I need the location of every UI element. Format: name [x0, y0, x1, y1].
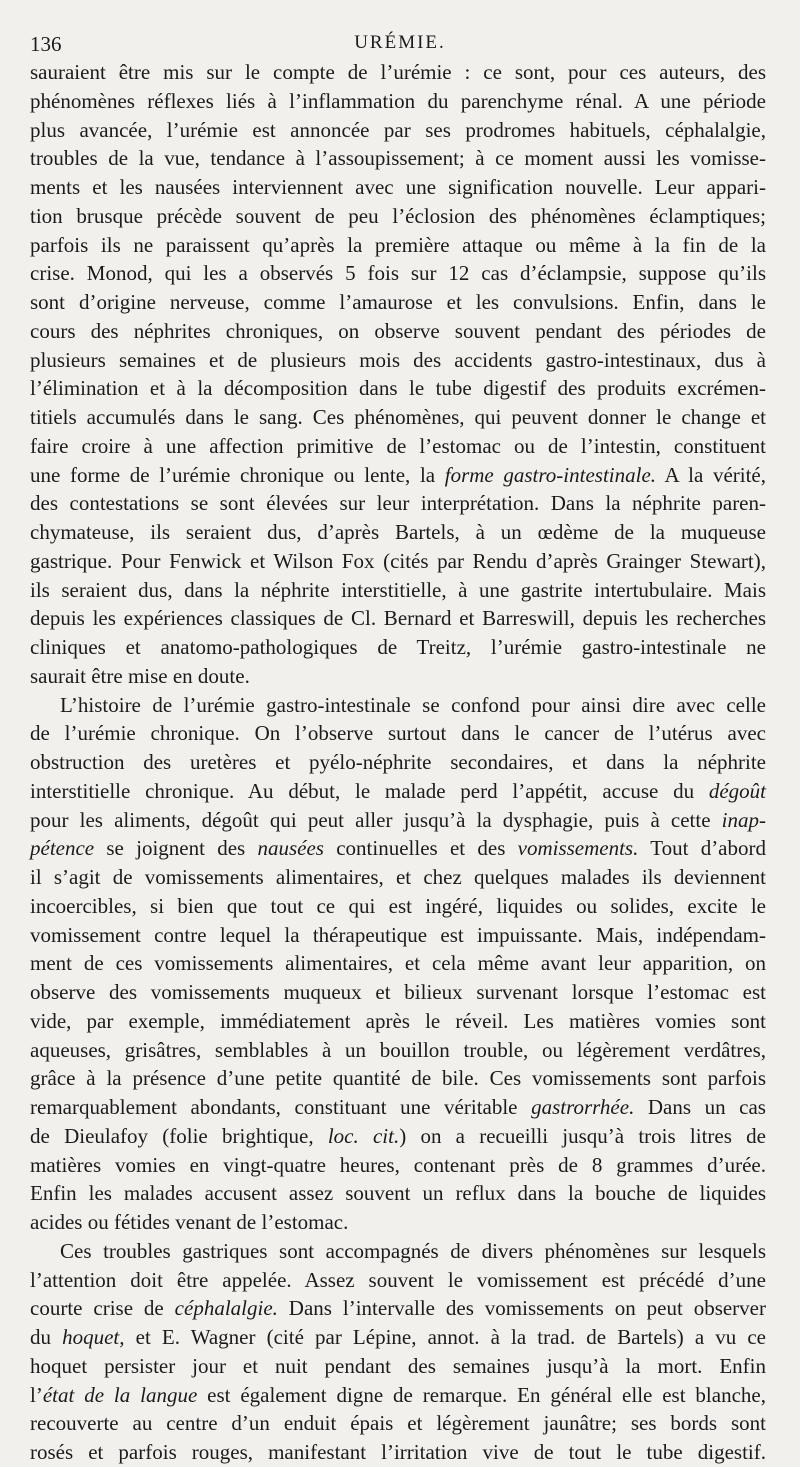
text-line	[30, 403, 766, 432]
text-line	[30, 1237, 766, 1266]
text-run: hoquet persister jour et nuit pendant des semaines jusqu’à la mort. Enfin	[30, 1353, 766, 1378]
italic-term: céphalalgie.	[174, 1296, 278, 1321]
italic-term: pétence	[30, 836, 95, 861]
paragraph	[30, 1237, 766, 1467]
text-line	[30, 173, 766, 202]
text-run: titiels accumulés dans le sang. Ces phénomènes, qui peuvent donner le change et	[30, 405, 766, 429]
text-line	[30, 144, 766, 173]
text-run: tion brusque précède souvent de peu l’éclosion des phénomènes éclamptiques;	[30, 203, 766, 228]
text-run: du	[30, 1325, 63, 1349]
body-text	[30, 58, 766, 1467]
text-run: l’attention doit être appelée. Assez souvent le vomissement est précédé d’une	[30, 1267, 766, 1292]
text-run: A la vérité,	[656, 462, 766, 487]
text-line	[30, 806, 766, 835]
text-line	[30, 892, 766, 921]
text-run: il s’agit de vomissements alimentaires, et chez quelques malades ils deviennent	[30, 865, 766, 889]
text-line	[30, 719, 766, 748]
text-line	[30, 662, 766, 691]
text-run: troubles de la vue, tendance à l’assoupissement; à ce moment aussi les vomisse-	[30, 146, 766, 171]
text-run: l’	[30, 1382, 43, 1407]
text-line	[30, 604, 766, 633]
text-line	[30, 1352, 766, 1381]
text-line	[30, 863, 766, 892]
page-header	[30, 32, 770, 58]
text-run: remarquablement abondants, constituant une véritable	[30, 1095, 532, 1119]
text-line	[30, 1151, 766, 1180]
text-line	[30, 202, 766, 231]
text-run: saurait être mise en doute.	[30, 663, 250, 688]
italic-term: inap-	[721, 807, 766, 832]
italic-term: loc. cit.	[327, 1123, 400, 1148]
text-line	[30, 777, 766, 806]
text-line	[30, 921, 766, 950]
text-line	[30, 1438, 766, 1467]
text-run: observe des vomissements muqueux et bilieux survenant lorsque l’estomac est	[30, 980, 766, 1004]
text-line	[30, 1381, 766, 1410]
italic-term: dégoût	[708, 778, 766, 803]
text-run: de Dieulafoy (folie brightique,	[30, 1123, 328, 1148]
text-line	[30, 1179, 766, 1208]
text-run: ments et les nausées interviennent avec une signification nouvelle. Leur appari-	[30, 175, 766, 199]
text-line	[30, 576, 766, 605]
text-run: et E. Wagner (cité par Lépine, annot. à la trad. de Bartels) a vu ce	[124, 1325, 766, 1349]
text-run: parfois ils ne paraissent qu’après la première attaque ou même à la fin de la	[30, 232, 766, 257]
text-line	[30, 87, 766, 116]
text-run: Enfin les malades accusent assez souvent un reflux dans la bouche de liquides	[30, 1181, 766, 1206]
text-line	[30, 1409, 766, 1438]
text-line	[30, 461, 766, 490]
text-line	[30, 1323, 766, 1352]
text-run: se joignent des	[94, 836, 258, 861]
text-line	[30, 231, 766, 260]
text-line	[30, 1294, 766, 1323]
text-run: ) on a recueilli jusqu’à trois litres de	[399, 1123, 766, 1148]
text-run: de l’urémie chronique. On l’observe surtout dans le cancer de l’utérus avec	[30, 721, 766, 746]
text-line	[30, 748, 766, 777]
text-line	[30, 58, 766, 87]
text-run: interstitielle chronique. Au début, le malade perd l’appétit, accuse du	[30, 778, 709, 803]
running-title: URÉMIE.	[354, 32, 446, 53]
text-run: phénomènes réflexes liés à l’inflammation du parenchyme rénal. A une période	[30, 88, 766, 113]
text-line	[30, 1036, 766, 1065]
italic-term: gastrorrhée.	[531, 1095, 635, 1119]
text-run: des contestations se sont élevées sur leur interprétation. Dans la néphrite paren-	[30, 491, 766, 516]
page-number: 136	[30, 32, 62, 56]
text-run: Tout d’abord	[638, 836, 766, 861]
text-line	[30, 834, 766, 863]
text-run: vomissement contre lequel la thérapeutique est impuissante. Mais, indépendam-	[30, 922, 766, 947]
text-run: Dans l’intervalle des vomissements on peut observer	[277, 1296, 766, 1321]
text-run: crise. Monod, qui les a observés 5 fois sur 12 cas d’éclampsie, suppose qu’ils	[30, 261, 766, 286]
text-run: l’élimination et à la décomposition dans le tube digestif des produits excrémen-	[30, 376, 766, 401]
text-line	[30, 432, 766, 461]
text-run: faire croire à une affection primitive de l’estomac ou de l’intestin, constituent	[30, 433, 766, 458]
text-run: sont d’origine nerveuse, comme l’amaurose et les convulsions. Enfin, dans le	[30, 290, 766, 314]
text-run: grâce à la présence d’une petite quantité de bile. Ces vomissements sont parfois	[30, 1066, 766, 1091]
text-line	[30, 1208, 766, 1237]
text-run: courte crise de	[30, 1296, 175, 1321]
italic-term: nausées	[257, 836, 324, 861]
text-run: pour les aliments, dégoût qui peut aller jusqu’à la dysphagie, puis à cette	[30, 807, 722, 832]
italic-term: état de la langue	[42, 1382, 198, 1407]
text-run: plusieurs semaines et de plusieurs mois des accidents gastro-intestinaux, dus à	[30, 347, 766, 372]
text-line	[30, 949, 766, 978]
text-run: Ces troubles gastriques sont accompagnés de divers phénomènes sur lesquels	[60, 1238, 766, 1263]
text-line	[30, 547, 766, 576]
text-run: Dans un cas	[634, 1095, 766, 1119]
text-run: gastrique. Pour Fenwick et Wilson Fox (cités par Rendu d’après Grainger Stewart),	[30, 548, 766, 573]
text-line	[30, 1122, 766, 1151]
paragraph	[30, 58, 766, 691]
text-line	[30, 691, 766, 720]
text-line	[30, 1093, 766, 1122]
text-run: incoercibles, si bien que tout ce qui est ingéré, liquides ou solides, excite le	[30, 893, 766, 918]
text-run: obstruction des uretères et pyélo-néphrite secondaires, et dans la néphrite	[30, 750, 766, 774]
text-run: ils seraient dus, dans la néphrite interstitielle, à une gastrite intertubulaire. Mais	[30, 577, 766, 602]
text-line	[30, 978, 766, 1007]
text-run: matières vomies en vingt-quatre heures, contenant près de 8 grammes d’urée.	[30, 1152, 766, 1177]
text-line	[30, 1064, 766, 1093]
text-run: continuelles et des	[323, 836, 518, 861]
text-run: vide, par exemple, immédiatement après le réveil. Les matières vomies sont	[30, 1008, 766, 1033]
text-run: aqueuses, grisâtres, semblables à un bouillon trouble, ou légèrement verdâtres,	[30, 1037, 766, 1062]
text-line	[30, 374, 766, 403]
text-line	[30, 633, 766, 662]
text-run: depuis les expériences classiques de Cl. Bernard et Barreswill, depuis les recherches	[30, 606, 766, 631]
text-line	[30, 317, 766, 346]
text-run: recouverte au centre d’un enduit épais et légèrement jaunâtre; ses bords sont	[30, 1411, 766, 1436]
text-run: plus avancée, l’urémie est annoncée par ses prodromes habituels, céphalalgie,	[30, 117, 766, 142]
italic-term: forme gastro-intestinale.	[444, 462, 657, 487]
text-line	[30, 288, 766, 317]
text-line	[30, 518, 766, 547]
text-run: cliniques et anatomo-pathologiques de Treitz, l’urémie gastro-intestinale ne	[30, 635, 766, 659]
text-line	[30, 1266, 766, 1295]
text-run: acides ou fétides venant de l’estomac.	[30, 1210, 349, 1234]
text-run: ment de ces vomissements alimentaires, et cela même avant leur apparition, on	[30, 951, 766, 976]
text-run: sauraient être mis sur le compte de l’urémie : ce sont, pour ces auteurs, des	[30, 60, 766, 84]
text-line	[30, 259, 766, 288]
italic-term: hoquet,	[62, 1325, 125, 1349]
text-line	[30, 489, 766, 518]
text-line	[30, 116, 766, 145]
text-run: une forme de l’urémie chronique ou lente, la	[30, 462, 445, 487]
text-run: cours des néphrites chroniques, on observe souvent pendant des périodes de	[30, 318, 766, 343]
text-line	[30, 1007, 766, 1036]
paragraph	[30, 691, 766, 1237]
text-run: est également digne de remarque. En général elle est blanche,	[197, 1382, 766, 1407]
text-run: rosés et parfois rouges, manifestant l’irritation vive de tout le tube digestif.	[30, 1440, 766, 1464]
italic-term: vomissements.	[517, 836, 639, 861]
text-line	[30, 346, 766, 375]
text-run: chymateuse, ils seraient dus, d’après Bartels, à un œdème de la muqueuse	[30, 520, 766, 544]
text-run: L’histoire de l’urémie gastro-intestinale se confond pour ainsi dire avec celle	[60, 692, 766, 717]
